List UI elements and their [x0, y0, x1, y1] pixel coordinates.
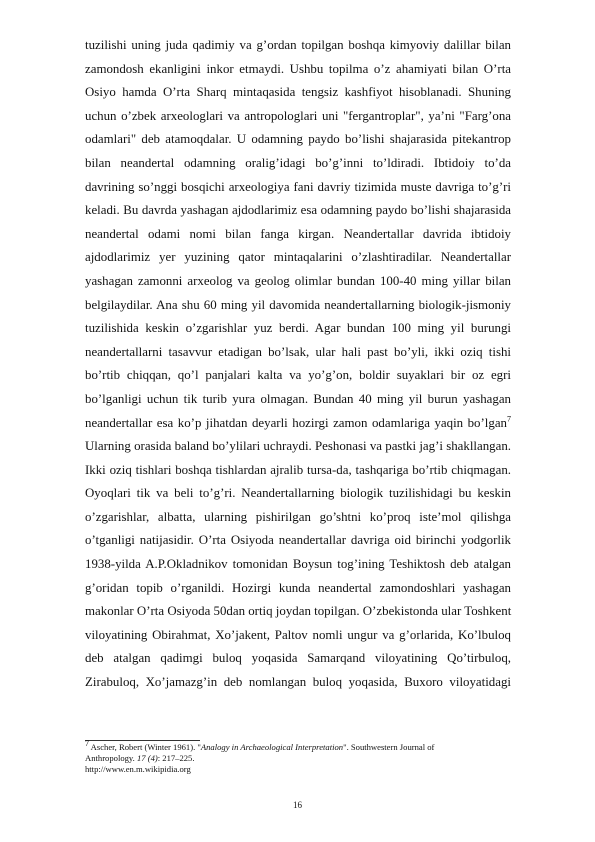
body-line: Osiyo hamda O’rta Sharq mintaqasida tengsiz kashfiyot hisoblanadi. Shuning [85, 85, 511, 100]
body-line: o’zgarishlar, albatta, ularning pishirilgan go’shtni ko’proq iste’mol qilishga [85, 509, 511, 524]
body-line: bo’rtib chiqqan, qo’l panjalari kalta va yo’g’on, boldir suyaklari bir oz egri [85, 368, 511, 383]
footnote-separator [85, 740, 200, 741]
body-line: makonlar O’rta Osiyoda 50dan ortiq joydan topilgan. O’zbekistonda ular Toshkent [85, 604, 512, 619]
body-line: bilan neandertal odamning oralig’idagi bo’g’inni to’ldiradi. Ibtidoiy to’da [85, 155, 511, 170]
body-paragraph [85, 34, 511, 695]
body-line: neandertallar esa ko’p jihatdan deyarli hozirgi zamon odamlariga yaqin bo’lgan$^7$ [85, 414, 511, 430]
body-line: 1938-yilda A.P.Okladnikov tomonidan Boysun tog’ining Teshiktosh deb atalgan [85, 557, 511, 572]
footnote-author: Ascher, Robert (Winter 1961). " [89, 742, 201, 752]
body-line: Zirabuloq, Xo’jamazg’in deb nomlangan buloq yoqasida, Buxoro viloyatidagi [85, 675, 511, 690]
body-line: Ularning orasida baland bo’ylilari uchraydi. Peshonasi va pastki jag’i shakllangan. [85, 439, 511, 454]
body-line: odamlari" deb atamoqdalar. U odamning paydo bo’lishi shajarasida pitekantrop [85, 132, 511, 147]
body-line: uchun o’zbek arxeologlari va antropologlari uni "fergantroplar", ya’ni "Farg’ona [85, 108, 511, 123]
body-line: Oyoqlari tik va beli to’g’ri. Neandertallarning biologik tuzilishidagi bu keskin [85, 486, 511, 501]
body-line: viloyatining Obirahmat, Xo’jakent, Paltov nomli ungur va g’orlarida, Ko’lbuloq [85, 627, 511, 642]
body-line: neandertallarni tasavvur etadigan bo’lsak, ular hali past bo’yli, ikki oziq tishi [85, 344, 511, 359]
footnote-title: Analogy in Archaeological Interpretation [200, 742, 344, 752]
body-line: ajdodlarimiz yer yuzining qator mintaqalarini o’zlashtiradilar. Neandertallar [85, 250, 511, 265]
body-line: tuzilishi uning juda qadimiy va g’ordan topilgan boshqa kimyoviy dalillar bilan [85, 38, 511, 52]
footnote-pages: : 217–225. [157, 753, 195, 764]
body-line: keladi. Bu davrda yashagan ajdodlarimiz esa odamning paydo bo’lishi shajarasida [85, 203, 511, 218]
body-line: bo’lganligi uchun tik turib yura olmagan. Bundan 40 ming yil burun yashagan [85, 391, 511, 406]
body-line: davrining so’nggi bosqichi arxeologiya fani davriy tizimida muste davriga to’g’ri [85, 179, 511, 194]
footnote-journal-name: Anthropology. [85, 753, 137, 764]
footnote-line-1 [85, 739, 525, 753]
footnote-line-2 [85, 753, 525, 764]
page-number: 16 [293, 800, 302, 810]
footnote-journal: ". Southwestern Journal of [343, 742, 435, 752]
body-line: belgilaydilar. Ana shu 60 ming yil davomida neandertallarning biologik-jismoniy [85, 297, 511, 312]
body-line: o’tganligi natijasidir. O’rta Osiyoda neandertallar davriga oid birinchi yodgorlik [85, 533, 511, 548]
body-line: Ikki oziq tishlari boshqa tishlardan ajralib tursa-da, tashqariga bo’rtib chiqmagan. [85, 462, 511, 477]
body-line: zamondosh ekanligini inkor etmaydi. Ushbu topilma o’z ahamiyati bilan O’rta [85, 61, 511, 76]
footnote-ref: 7 [507, 414, 511, 424]
body-line: deb atalgan qadimgi buloq yoqasida Samarqand viloyatining Qo’tirbuloq, [85, 651, 511, 666]
footnote-volume: 17 (4) [136, 753, 158, 764]
footnote-url: http://www.en.m.wikipidia.org [85, 764, 191, 775]
body-line: g’oridan topib o’rganildi. Hozirgi kunda neandertal zamondoshlari yashagan [85, 580, 511, 595]
body-line: neandertal odami nomi bilan fanga kirgan. Neandertallar davrida ibtidoiy [85, 226, 511, 241]
body-line: yashagan zamonni arxeolog va geolog olimlar bundan 100-40 ming yillar bilan [85, 273, 511, 288]
page-body [85, 34, 511, 695]
footnote-marker: 7 [85, 739, 89, 749]
body-line: tuzilishida keskin o’zgarishlar yuz berdi. Agar bundan 100 ming yil burungi [85, 321, 511, 336]
footnote [85, 739, 525, 776]
